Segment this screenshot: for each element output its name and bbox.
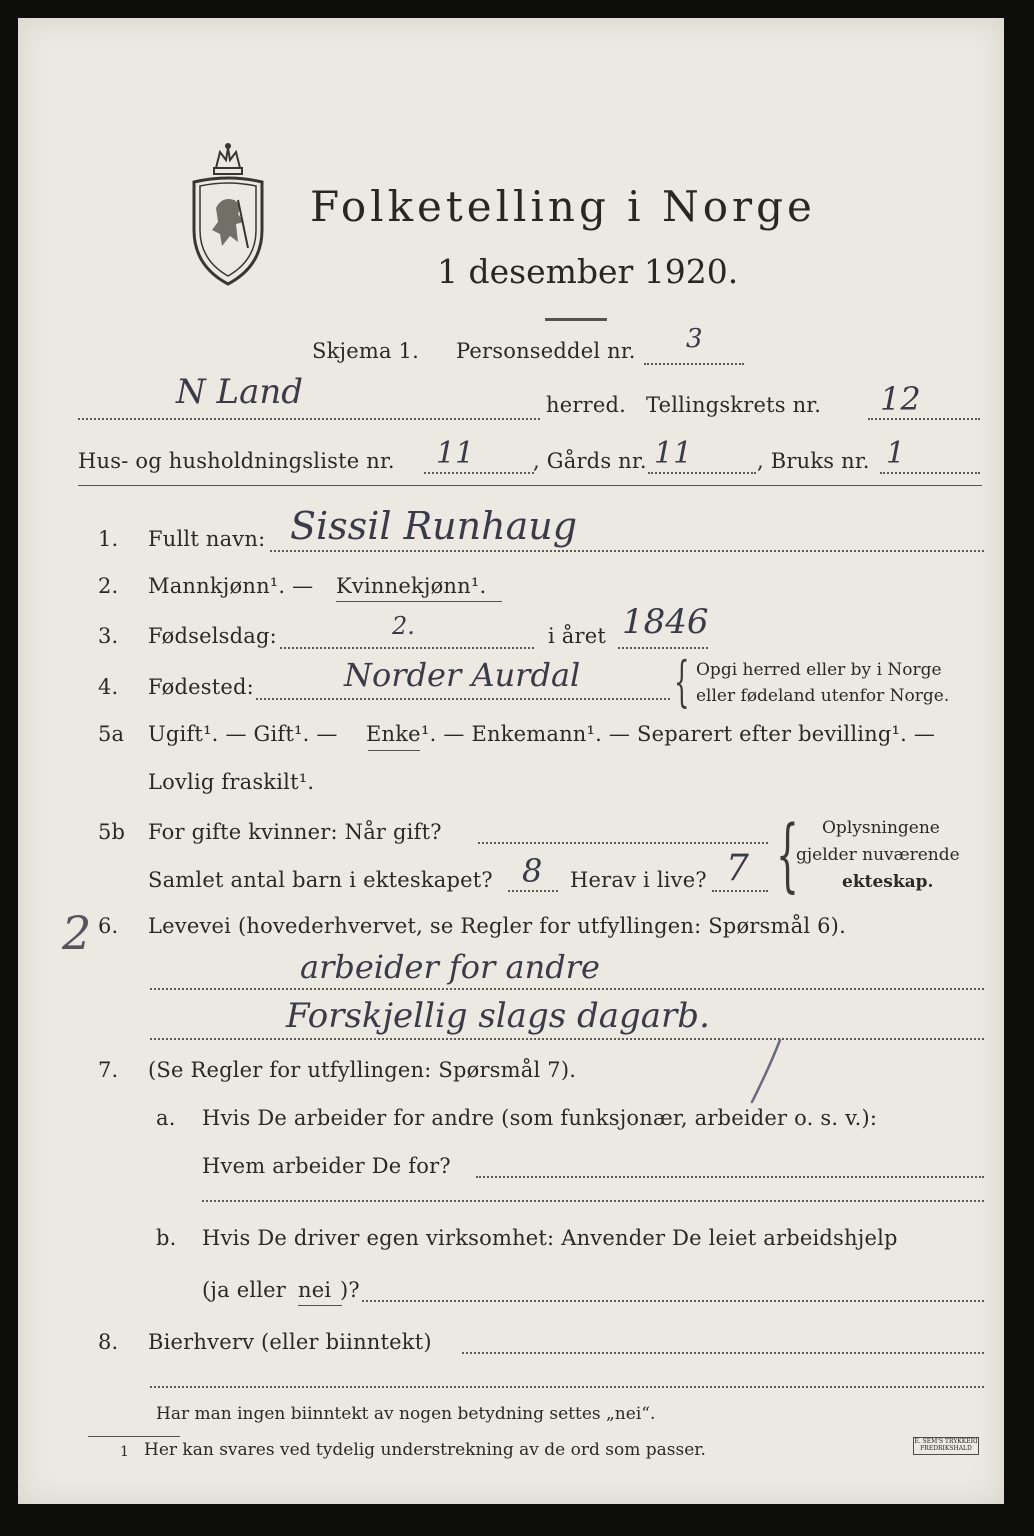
bruks-label: , Bruks nr. xyxy=(757,449,870,473)
schema-label: Skjema 1. xyxy=(312,339,419,363)
footnote-text: Her kan svares ved tydelig understrekning av de ord som passer. xyxy=(144,1440,706,1460)
q5b-number: 5b xyxy=(98,820,126,844)
gards-field[interactable] xyxy=(648,472,756,474)
q2-female-underline xyxy=(336,601,502,602)
q5a-option-enke: Enke xyxy=(366,722,421,746)
q2-male-option: Mannkjønn¹. — xyxy=(148,574,314,598)
q5b-note-line3: ekteskap. xyxy=(842,872,934,892)
tellingskrets-field[interactable] xyxy=(868,418,980,420)
q7a-field-line2[interactable] xyxy=(202,1200,984,1202)
q3-year-label: i året xyxy=(548,624,607,648)
q7b-text: Hvis De driver egen virksomhet: Anvender De leiet arbeidshjelp xyxy=(202,1226,898,1250)
footnote-marker: 1 xyxy=(120,1444,129,1460)
q1-field[interactable] xyxy=(270,550,984,552)
q6-value-line1: arbeider for andre xyxy=(300,948,600,986)
herred-value: N Land xyxy=(176,372,304,412)
q3-year-value: 1846 xyxy=(622,602,709,642)
q3-birthday-field[interactable] xyxy=(280,647,534,649)
household-list-field[interactable] xyxy=(424,472,534,474)
q5a-options-line2: Lovlig fraskilt¹. xyxy=(148,770,315,794)
q5b-note-line1: Oplysningene xyxy=(822,818,940,838)
tellingskrets-label: Tellingskrets nr. xyxy=(646,393,822,417)
q5b-label: For gifte kvinner: Når gift? xyxy=(148,820,442,844)
tellingskrets-value: 12 xyxy=(880,380,921,418)
printer-stamp: E. SEM'S TRYKKERI FREDRIKSHALD xyxy=(913,1437,979,1455)
q7-number: 7. xyxy=(98,1058,119,1082)
herred-label: herred. xyxy=(546,393,626,417)
q4-note-line1: Opgi herred eller by i Norge xyxy=(696,660,942,680)
q7b-number: b. xyxy=(156,1226,177,1250)
q5b-alive-field[interactable] xyxy=(712,890,768,892)
q7a-question: Hvem arbeider De for? xyxy=(202,1154,451,1178)
q4-number: 4. xyxy=(98,675,119,699)
q1-label: Fullt navn: xyxy=(148,527,266,551)
q4-value: Norder Aurdal xyxy=(344,656,581,694)
q5b-note-brace: { xyxy=(776,808,799,901)
q5a-number: 5a xyxy=(98,722,125,746)
personseddel-value: 3 xyxy=(686,324,703,354)
bruks-field[interactable] xyxy=(880,472,980,474)
personseddel-field[interactable] xyxy=(644,363,744,365)
q7b-question-start: (ja eller xyxy=(202,1278,287,1302)
q6-field-line1[interactable] xyxy=(150,988,984,990)
q6-number: 6. xyxy=(98,914,119,938)
q7a-text: Hvis De arbeider for andre (som funksjonær, arbeider o. s. v.): xyxy=(202,1106,878,1130)
q5b-children-value: 8 xyxy=(522,852,543,890)
q5b-children-label: Samlet antal barn i ekteskapet? xyxy=(148,868,493,892)
q3-birthday-value: 2. xyxy=(392,612,415,640)
q4-note-brace: { xyxy=(674,650,690,713)
q4-field[interactable] xyxy=(256,698,670,700)
title-divider xyxy=(545,318,607,321)
q5b-married-field[interactable] xyxy=(478,842,768,844)
herred-field[interactable] xyxy=(78,418,540,420)
q6-value-line2: Forskjellig slags dagarb. xyxy=(286,996,710,1036)
q7-label: (Se Regler for utfyllingen: Spørsmål 7). xyxy=(148,1058,577,1082)
q3-number: 3. xyxy=(98,624,119,648)
q1-number: 1. xyxy=(98,527,119,551)
q5b-alive-value: 7 xyxy=(726,848,749,889)
q7b-field[interactable] xyxy=(362,1300,984,1302)
q6-margin-mark: 2 xyxy=(62,906,92,960)
q7a-field[interactable] xyxy=(476,1176,984,1178)
q7b-nei-underline xyxy=(298,1305,342,1306)
q2-female-option: Kvinnekjønn¹. xyxy=(336,574,487,598)
household-list-label: Hus- og husholdningsliste nr. xyxy=(78,449,395,473)
q6-field-line2[interactable] xyxy=(150,1038,984,1040)
q3-year-field[interactable] xyxy=(618,647,708,649)
q5a-options-start: Ugift¹. — Gift¹. — xyxy=(148,722,338,746)
q5b-children-field[interactable] xyxy=(508,890,558,892)
q8-number: 8. xyxy=(98,1330,119,1354)
q5a-enke-underline xyxy=(368,750,420,751)
q7b-question-end: )? xyxy=(340,1278,360,1302)
form-title: Folketelling i Norge xyxy=(310,182,816,231)
q4-note-line2: eller fødeland utenfor Norge. xyxy=(696,686,950,706)
q8-field-line2[interactable] xyxy=(150,1386,984,1388)
handwritten-slash-mark xyxy=(740,1036,790,1106)
q7b-option-nei: nei xyxy=(298,1278,332,1302)
footer-note: Har man ingen biinntekt av nogen betydning settes „nei“. xyxy=(156,1404,656,1424)
q4-label: Fødested: xyxy=(148,675,254,699)
q5b-alive-label: Herav i live? xyxy=(570,868,707,892)
q8-label: Bierhverv (eller biinntekt) xyxy=(148,1330,432,1354)
header-separator xyxy=(78,485,982,486)
census-form-page xyxy=(18,18,1004,1504)
footnote-divider xyxy=(88,1436,180,1437)
q3-label: Fødselsdag: xyxy=(148,624,277,648)
q2-number: 2. xyxy=(98,574,119,598)
household-list-value: 11 xyxy=(436,436,475,471)
gards-value: 11 xyxy=(654,436,693,471)
bruks-value: 1 xyxy=(886,436,906,471)
q8-field[interactable] xyxy=(462,1352,984,1354)
q5a-options-rest: ¹. — Enkemann¹. — Separert efter bevilling¹. — xyxy=(421,722,936,746)
q5b-note-line2: gjelder nuværende xyxy=(796,845,960,865)
q1-value: Sissil Runhaug xyxy=(290,504,578,548)
census-date: 1 desember 1920. xyxy=(437,252,739,291)
norway-coat-of-arms-icon xyxy=(186,138,270,288)
personseddel-label: Personseddel nr. xyxy=(456,339,636,363)
q7a-number: a. xyxy=(156,1106,176,1130)
gards-label: , Gårds nr. xyxy=(533,449,647,473)
q6-label: Levevei (hovederhvervet, se Regler for utfyllingen: Spørsmål 6). xyxy=(148,914,846,938)
